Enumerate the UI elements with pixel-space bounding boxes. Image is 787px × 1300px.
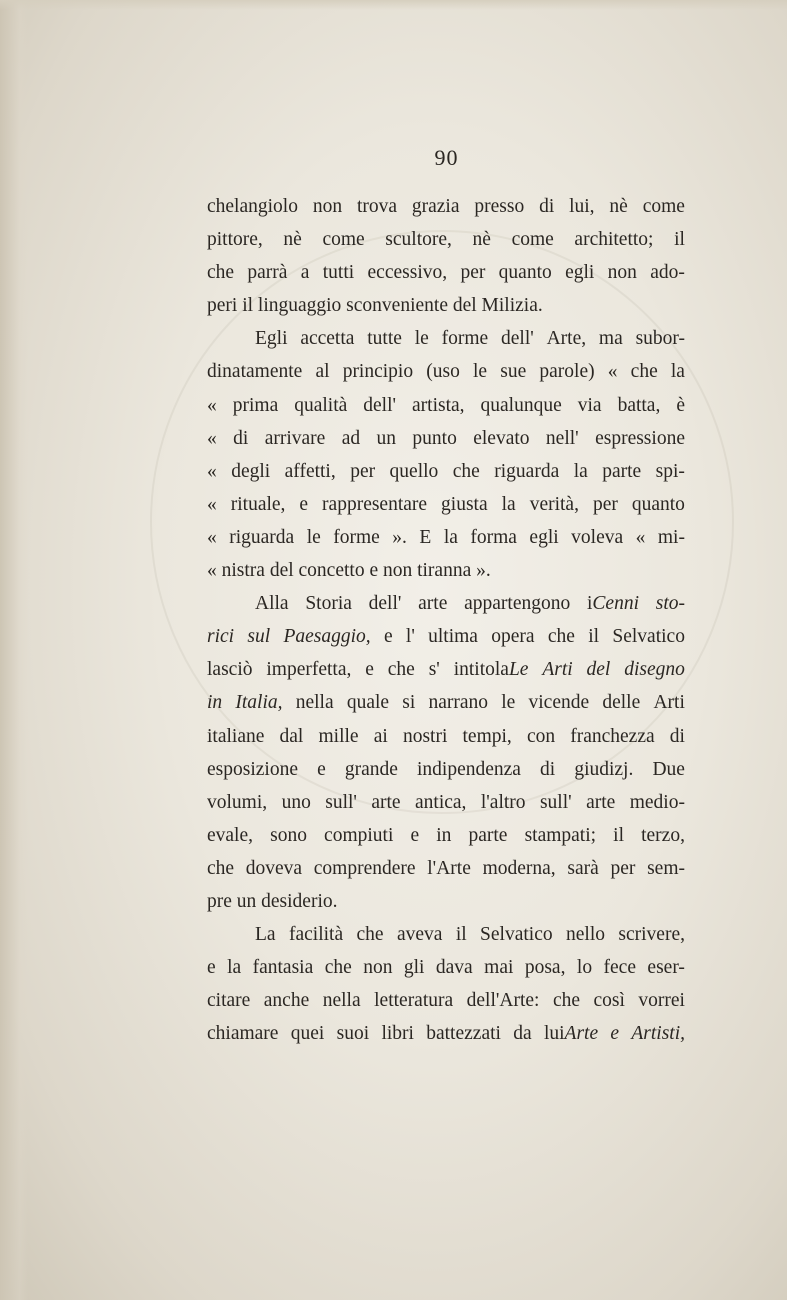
word: «: [607, 361, 618, 383]
word: vorrei: [638, 990, 685, 1012]
word: uno: [281, 791, 311, 813]
word: ».: [392, 526, 407, 548]
text-line: [207, 984, 685, 1017]
word: sull': [325, 791, 357, 813]
word: appartengono: [464, 593, 571, 615]
word: rappresentare: [322, 493, 428, 515]
word: nè: [283, 229, 302, 251]
word: scultore,: [385, 229, 452, 251]
word: degli: [231, 460, 271, 482]
text-line: [207, 190, 685, 223]
word: e: [365, 659, 374, 681]
text-line: [207, 885, 685, 918]
word: non: [607, 262, 637, 284]
word: fantasia: [252, 957, 314, 979]
word: è: [676, 394, 685, 416]
word: Artisti,: [631, 1023, 685, 1045]
word: arrivare: [264, 427, 326, 449]
word: delle: [602, 692, 641, 714]
word: scrivere,: [618, 924, 685, 946]
word: l'altro: [480, 791, 526, 813]
word: il: [588, 626, 600, 648]
word: che: [630, 361, 658, 383]
word: la: [227, 957, 242, 979]
word: a: [300, 262, 310, 284]
word: compiuti: [324, 824, 394, 846]
word: si: [402, 692, 416, 714]
word: Egli: [255, 328, 288, 350]
word: «: [635, 526, 646, 548]
word: eser-: [647, 957, 685, 979]
word: volumi,: [207, 791, 268, 813]
word: verità,: [529, 493, 579, 515]
word: ad: [341, 427, 361, 449]
word: nella: [295, 692, 334, 714]
word: dell': [368, 593, 402, 615]
word: citare: [207, 990, 251, 1012]
word: pittore,: [207, 229, 263, 251]
word: accetta: [300, 328, 355, 350]
word: facilità: [288, 924, 344, 946]
word: quello: [389, 460, 439, 482]
word: in: [207, 692, 223, 714]
word: rituale,: [230, 493, 286, 515]
word: spi-: [655, 460, 685, 482]
word: «: [207, 460, 217, 482]
word: vicende: [528, 692, 590, 714]
text-line: [207, 686, 685, 719]
word: parte: [468, 824, 508, 846]
word: per: [592, 493, 618, 515]
word: italiane: [207, 725, 265, 747]
word: Storia: [305, 593, 352, 615]
word: disegno: [624, 659, 685, 681]
word: di: [539, 196, 555, 217]
word: quei: [290, 1023, 325, 1045]
text-line: [207, 554, 685, 587]
text-line: [207, 488, 685, 521]
word: che: [324, 957, 352, 979]
word: La: [255, 924, 276, 946]
word: qualunque: [480, 394, 562, 416]
word: tutte: [367, 328, 402, 350]
word: «: [207, 526, 217, 548]
word: evale,: [207, 824, 254, 846]
word: doveva: [245, 857, 303, 879]
word: l': [405, 626, 415, 648]
word: in: [436, 824, 452, 846]
word: punto: [412, 427, 457, 449]
word: chelangiolo: [207, 196, 298, 217]
word: imperfetta,: [266, 659, 352, 681]
word: Arte,: [546, 328, 587, 350]
word: arte: [586, 791, 616, 813]
word: per: [350, 460, 376, 482]
word: nè: [609, 196, 628, 217]
word: il: [613, 824, 624, 846]
word: Arti: [542, 659, 573, 681]
text-line: [207, 918, 685, 951]
word: e: [207, 957, 216, 979]
text-line: [207, 587, 685, 620]
word: dell'Arte:: [466, 990, 540, 1012]
word: egli: [565, 262, 595, 284]
word: trova: [356, 196, 398, 217]
word: come: [511, 229, 554, 251]
text-line: [207, 1017, 685, 1050]
word: Paesaggio,: [283, 626, 371, 648]
text-line: [207, 289, 685, 322]
word: Italia,: [235, 692, 283, 714]
word: di: [233, 427, 249, 449]
word: che: [207, 262, 235, 284]
word: e: [383, 626, 393, 648]
word: di: [669, 725, 685, 747]
word: sue: [500, 361, 527, 383]
text-line: [207, 951, 685, 984]
word: opera: [491, 626, 535, 648]
word: sto-: [655, 593, 685, 615]
word: che: [547, 626, 575, 648]
word: le: [306, 526, 321, 548]
word: la: [573, 460, 588, 482]
page-number: 90: [434, 145, 459, 170]
word: libri: [381, 1023, 414, 1045]
word: lui,: [569, 196, 595, 217]
word: parrà: [247, 262, 288, 284]
word: affetti,: [284, 460, 336, 482]
text-line: [207, 355, 685, 388]
text-line: [207, 720, 685, 753]
text-line: [207, 521, 685, 554]
word: che: [452, 460, 480, 482]
word: l'Arte: [427, 857, 471, 879]
word: iCenni: [586, 593, 639, 615]
word: dell': [363, 394, 397, 416]
word: arte: [418, 593, 448, 615]
word: al: [315, 361, 330, 383]
body-text: [207, 190, 685, 1050]
word: quale: [346, 692, 390, 714]
word: comprendere: [313, 857, 416, 879]
word: non: [363, 957, 393, 979]
word: il: [674, 229, 685, 251]
word: suoi: [336, 1023, 370, 1045]
word: di: [540, 758, 556, 780]
word: moderna,: [482, 857, 556, 879]
word: gli: [403, 957, 425, 979]
word: battezzati: [426, 1023, 501, 1045]
word: elevato: [473, 427, 530, 449]
word: la: [443, 526, 458, 548]
word: prima: [232, 394, 279, 416]
word: lo: [576, 957, 593, 979]
word: mi-: [657, 526, 685, 548]
word: e: [317, 758, 326, 780]
word: terzo,: [641, 824, 685, 846]
word: Alla: [255, 593, 289, 615]
word: esposizione: [207, 758, 298, 780]
word: ai: [373, 725, 388, 747]
word: ultima: [428, 626, 478, 648]
word: grande: [344, 758, 398, 780]
text-line: [207, 422, 685, 455]
word: (uso: [426, 361, 460, 383]
text-line: [207, 389, 685, 422]
text-line: [207, 786, 685, 819]
word: che: [387, 659, 415, 681]
word: nostri: [402, 725, 448, 747]
word: e: [299, 493, 309, 515]
word: letteratura: [374, 990, 454, 1012]
text-segment: « nistra del concetto e non tiranna ».: [207, 560, 491, 582]
word: ma: [598, 328, 623, 350]
word: forma: [470, 526, 517, 548]
word: del: [586, 659, 611, 681]
word: un: [376, 427, 397, 449]
word: intitolaLe: [453, 659, 529, 681]
word: «: [207, 493, 217, 515]
word: fece: [603, 957, 636, 979]
word: parole): [539, 361, 595, 383]
word: non: [312, 196, 343, 217]
word: le: [501, 692, 516, 714]
word: dal: [279, 725, 304, 747]
word: e: [410, 824, 420, 846]
word: quanto: [631, 493, 685, 515]
word: eccessivo,: [367, 262, 448, 284]
word: il: [455, 924, 467, 946]
word: indipendenza: [416, 758, 521, 780]
word: così: [593, 990, 625, 1012]
word: s': [428, 659, 440, 681]
word: lasciò: [207, 659, 253, 681]
word: dell': [501, 328, 534, 350]
word: stampati;: [524, 824, 597, 846]
word: medio-: [629, 791, 685, 813]
word: forme: [441, 328, 489, 350]
word: rici: [207, 626, 235, 648]
word: nè: [472, 229, 491, 251]
word: riguarda: [494, 460, 560, 482]
text-line: [207, 322, 685, 355]
word: chiamare: [207, 1023, 279, 1045]
word: architetto;: [574, 229, 654, 251]
text-line: [207, 852, 685, 885]
word: voleva: [571, 526, 624, 548]
word: luiArte: [543, 1023, 599, 1045]
word: le: [473, 361, 488, 383]
word: «: [207, 427, 217, 449]
word: e: [610, 1023, 620, 1045]
text-segment: pre un desiderio.: [207, 890, 338, 912]
word: le: [414, 328, 429, 350]
word: parte: [602, 460, 642, 482]
word: principio: [342, 361, 414, 383]
word: dinatamente: [207, 361, 303, 383]
word: riguarda: [229, 526, 295, 548]
word: con: [526, 725, 556, 747]
word: sem-: [647, 857, 685, 879]
word: grazia: [411, 196, 460, 217]
word: tempi,: [462, 725, 512, 747]
word: sarà: [567, 857, 599, 879]
word: ado-: [650, 262, 685, 284]
word: «: [207, 394, 217, 416]
word: qualità: [294, 394, 348, 416]
word: sul: [247, 626, 271, 648]
word: E: [419, 526, 432, 548]
word: da: [513, 1023, 532, 1045]
text-line: [207, 223, 685, 256]
word: tutti: [322, 262, 355, 284]
word: sull': [539, 791, 572, 813]
word: dava: [435, 957, 473, 979]
word: espressione: [595, 427, 685, 449]
word: batta,: [617, 394, 661, 416]
word: giudizj.: [574, 758, 634, 780]
word: egli: [529, 526, 559, 548]
text-line: [207, 620, 685, 653]
word: nell': [545, 427, 579, 449]
word: Selvatico: [480, 924, 553, 946]
word: posa,: [524, 957, 566, 979]
word: mille: [318, 725, 359, 747]
word: la: [670, 361, 685, 383]
word: presso: [474, 196, 525, 217]
word: che: [207, 857, 235, 879]
text-line: [207, 653, 685, 686]
word: forme: [333, 526, 380, 548]
word: subor-: [635, 328, 685, 350]
text-line: [207, 753, 685, 786]
text-line: [207, 256, 685, 289]
word: come: [322, 229, 365, 251]
word: narrano: [428, 692, 489, 714]
word: Selvatico: [612, 626, 685, 648]
word: la: [501, 493, 516, 515]
word: nella: [322, 990, 361, 1012]
text-segment: peri il linguaggio sconveniente del Milizia.: [207, 295, 543, 317]
word: via: [577, 394, 602, 416]
text-line: [207, 819, 685, 852]
word: quanto: [498, 262, 552, 284]
word: che: [356, 924, 384, 946]
word: artista,: [412, 394, 465, 416]
word: che: [552, 990, 581, 1012]
word: arte: [371, 791, 401, 813]
word: per: [460, 262, 486, 284]
word: mai: [484, 957, 514, 979]
word: sono: [270, 824, 307, 846]
word: Due: [652, 758, 685, 780]
word: franchezza: [570, 725, 655, 747]
text-line: [207, 455, 685, 488]
word: nello: [566, 924, 606, 946]
word: aveva: [396, 924, 443, 946]
word: Arti: [653, 692, 685, 714]
word: come: [642, 196, 685, 217]
word: giusta: [441, 493, 488, 515]
word: antica,: [415, 791, 467, 813]
word: per: [610, 857, 636, 879]
word: anche: [263, 990, 310, 1012]
